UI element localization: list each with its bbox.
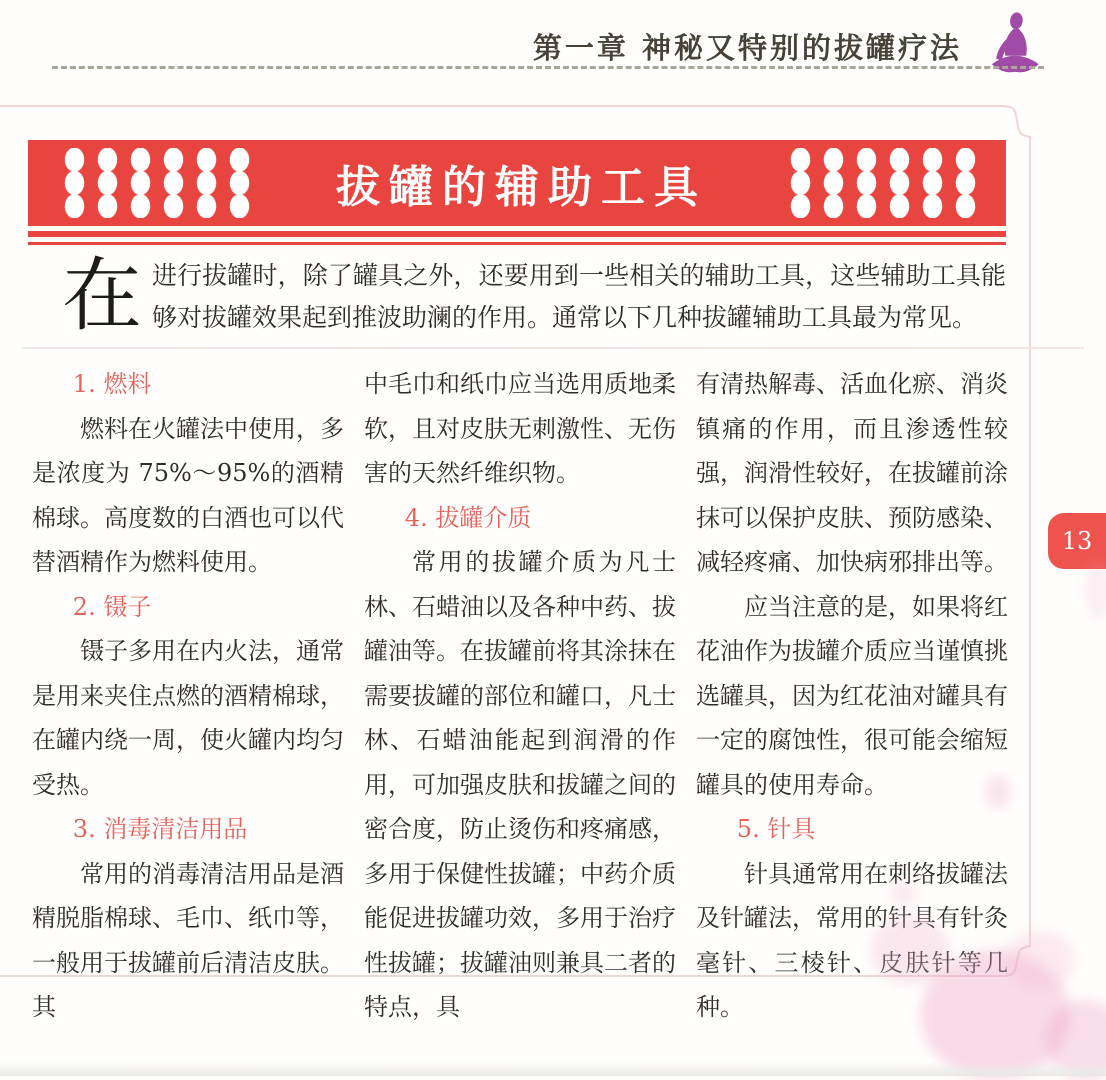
banner-title: 拔罐的辅助工具 (336, 162, 707, 213)
paragraph: 常用的消毒清洁用品是酒精脱脂棉球、毛巾、纸巾等，一般用于拔罐前后清洁皮肤。其 (32, 859, 344, 1021)
paragraph: 镊子多用在内火法，通常是用来夹住点燃的酒精棉球，在罐内绕一周，使火罐内均匀受热。 (32, 637, 344, 799)
section-heading-4: 4. 拔罐介质 (404, 503, 532, 532)
column-3 (696, 362, 1008, 1030)
paragraph: 应当注意的是，如果将红花油作为拔罐介质应当谨慎挑选罐具，因为红花油对罐具有一定的腐蚀性，很可能会缩短罐具的使用寿命。 (696, 592, 1008, 799)
banner-dot-grid-left (58, 148, 256, 218)
section-banner (28, 140, 1006, 226)
meditating-person-icon (980, 10, 1050, 82)
paragraph: 常用的拔罐介质为凡士林、石蜡油以及各种中药、拔罐油等。在拔罐前将其涂抹在需要拔罐的部位和罐口，凡士林、石蜡油能起到润滑的作用，可加强皮肤和拔罐之间的密合度，防止烫伤和疼痛感，多用于保健性拔罐；中药介质能促进拔罐功效，多用于治疗性拔罐；拔罐油则兼具二者的特点，具 (364, 548, 676, 1021)
section-heading-2: 2. 镊子 (72, 592, 152, 621)
intro-paragraph (62, 249, 1006, 342)
intro-text: 进行拔罐时，除了罐具之外，还要用到一些相关的辅助工具，这些辅助工具能够对拔罐效果起到推波助澜的作用。通常以下几种拔罐辅助工具最为常见。 (152, 261, 1006, 332)
paragraph: 燃料在火罐法中使用，多是浓度为 75%～95%的酒精棉球。高度数的白酒也可以代替酒精作为燃料使用。 (32, 414, 344, 576)
page-number-tab (1048, 513, 1106, 569)
header-dashed-divider (52, 66, 1044, 69)
chapter-title: 第一章 神秘又特别的拔罐疗法 (532, 31, 962, 65)
text-columns (32, 362, 1008, 1030)
paragraph-continued: 中毛巾和纸巾应当选用质地柔软，且对皮肤无刺激性、无伤害的天然纤维织物。 (364, 370, 676, 487)
watercolor-blob (1005, 930, 1075, 990)
section-heading-1: 1. 燃料 (72, 370, 152, 398)
scan-edge-shadow (0, 1062, 1106, 1076)
section-heading-5: 5. 针具 (736, 815, 816, 843)
intro-separator-line (22, 347, 1084, 349)
banner-rule-thin (28, 242, 1006, 245)
paragraph: 针具通常用在刺络拔罐法及针罐法，常用的针具有针灸毫针、三棱针、皮肤针等几种。 (696, 859, 1008, 1021)
banner-dot-grid-right (784, 148, 982, 218)
page-number: 13 (1061, 527, 1093, 555)
banner-rule-thick (28, 231, 1006, 237)
section-heading-3: 3. 消毒清洁用品 (72, 815, 248, 843)
column-1 (32, 362, 344, 1030)
paragraph-continued: 有清热解毒、活血化瘀、消炎镇痛的作用，而且渗透性较强，润滑性较好，在拔罐前涂抹可以保护皮肤、预防感染、减轻疼痛、加快病邪排出等。 (696, 370, 1008, 576)
column-2 (364, 362, 676, 1030)
drop-cap: 在 (62, 249, 142, 342)
watercolor-blob (1085, 560, 1106, 620)
